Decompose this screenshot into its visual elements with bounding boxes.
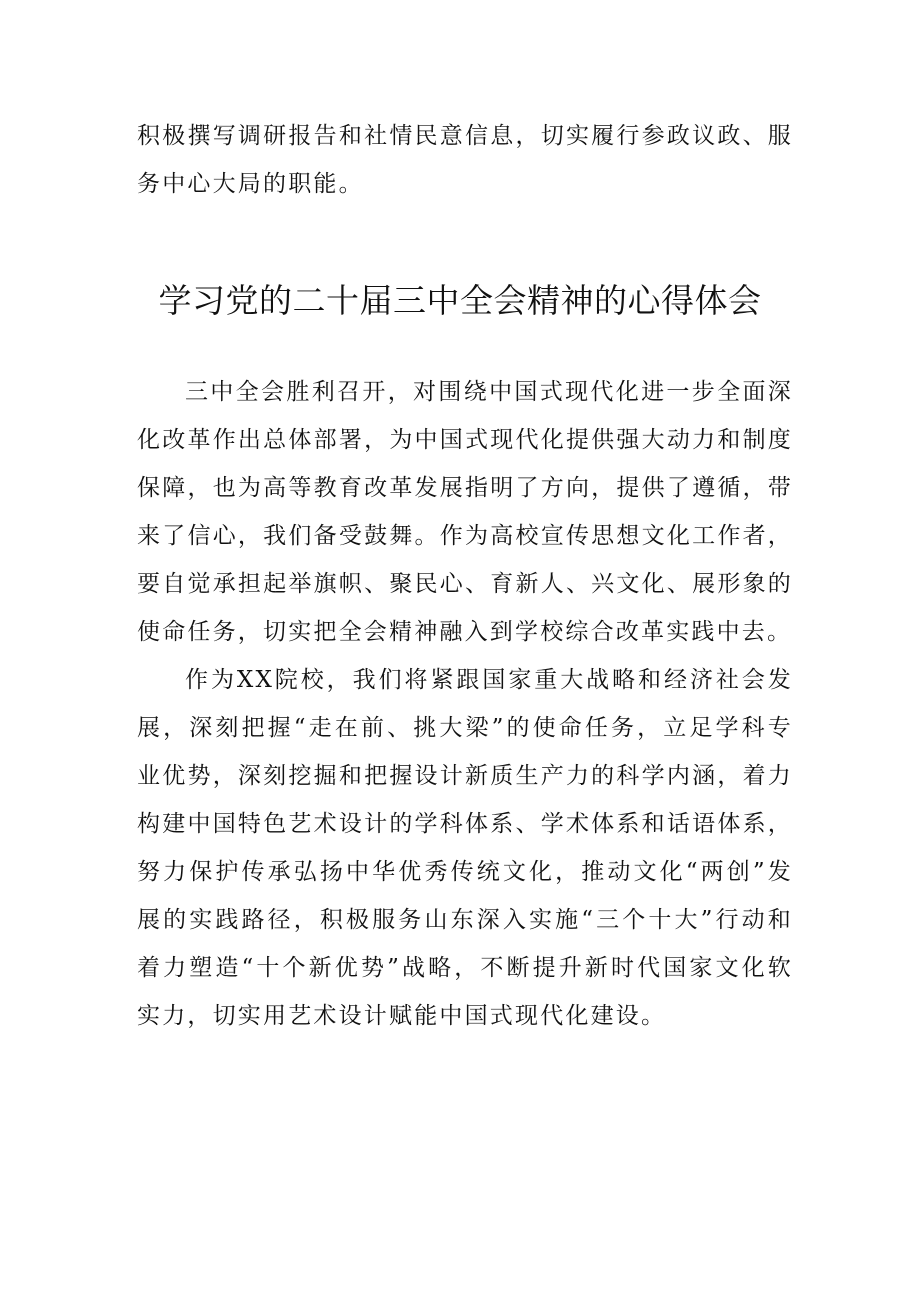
document-title: 学习党的二十届三中全会精神的心得体会: [158, 281, 762, 320]
lead-paragraph: 积极撰写调研报告和社情民意信息，切实履行参政议政、服务中心大局的职能。: [137, 123, 793, 197]
body-paragraph-2: 作为XX院校，我们将紧跟国家重大战略和经济社会发展，深刻把握“走在前、挑大梁”的使命任务，立足学科专业优势，深刻挖掘和把握设计新质生产力的科学内涵，着力构建中国特色艺术设计的学科体系、学术体系和话语体系，努力保护传承弘扬中华优秀传统文化，推动文化“两创”发展的实践路径，积极服务山东深入实施“三个十大”行动和着力塑造“十个新优势”战略，不断提升新时代国家文化软实力，切实用艺术设计赋能中国式现代化建设。: [137, 667, 793, 1029]
body-paragraph-1: 三中全会胜利召开，对围绕中国式现代化进一步全面深化改革作出总体部署，为中国式现代化提供强大动力和制度保障，也为高等教育改革发展指明了方向，提供了遵循，带来了信心，我们备受鼓舞。作为高校宣传思想文化工作者，要自觉承担起举旗帜、聚民心、育新人、兴文化、展形象的使命任务，切实把全会精神融入到学校综合改革实践中去。: [137, 379, 793, 645]
